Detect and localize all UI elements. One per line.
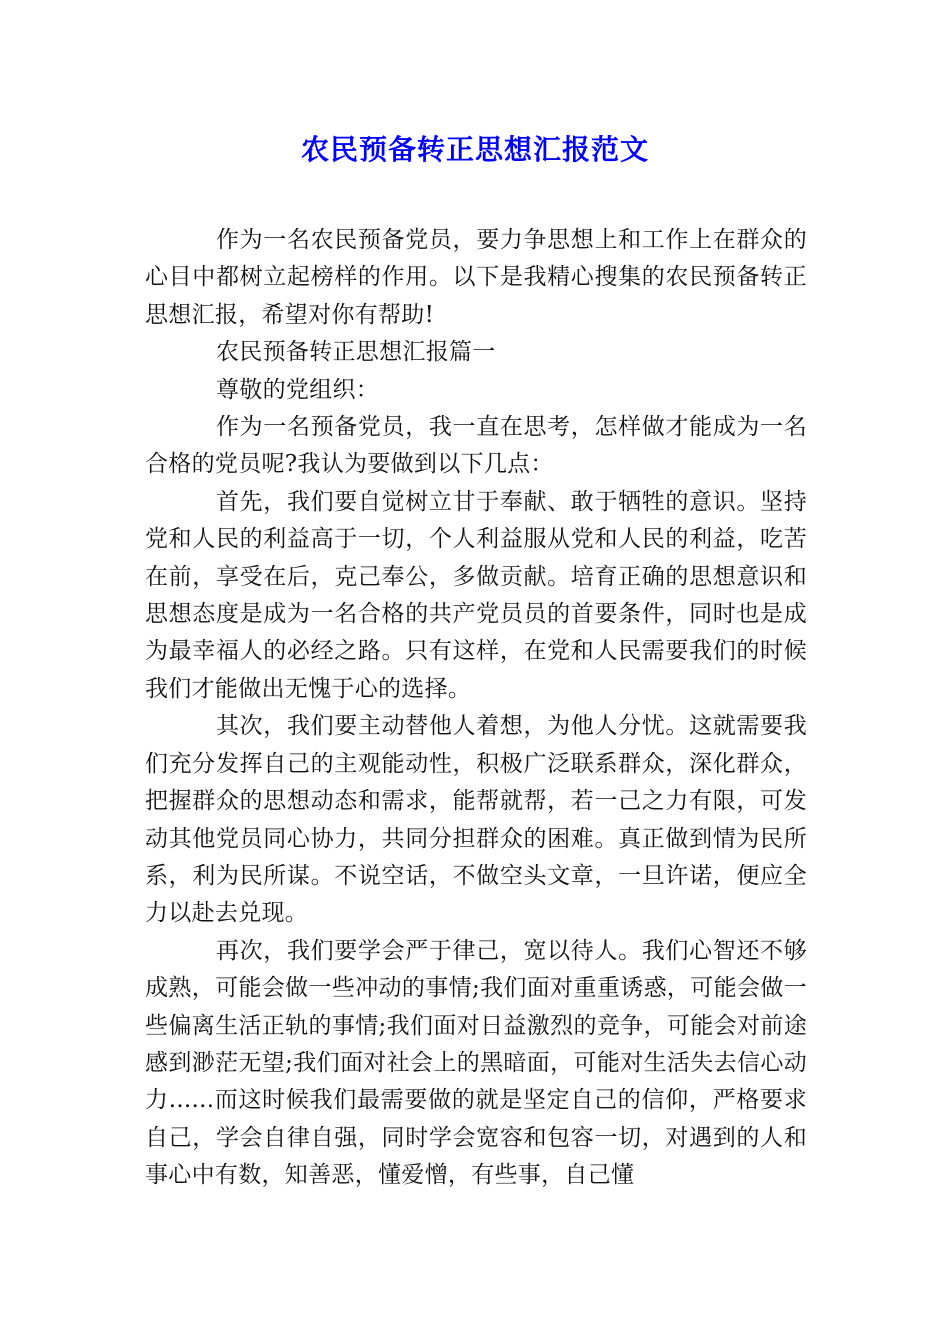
document-title: 农民预备转正思想汇报范文 [300, 133, 649, 166]
paragraph-opening: 作为一名预备党员，我一直在思考，怎样做才能成为一名合格的党员呢?我认为要做到以下几点： [145, 414, 807, 478]
paragraph-salutation: 尊敬的党组织： [216, 376, 380, 403]
paragraph-first-point: 首先，我们要自觉树立甘于奉献、敢于牺牲的意识。坚持党和人民的利益高于一切，个人利益服从党和人民的利益，吃苦在前，享受在后，克己奉公，多做贡献。培育正确的思想意识和思想态度是成为一名合格的共产党员员的首要条件，同时也是成为最幸福人的必经之路。只有这样，在党和人民需要我们的时候我们才能做出无愧于心的选择。 [145, 488, 807, 702]
paragraph-section-heading: 农民预备转正思想汇报篇一 [216, 339, 496, 366]
paragraph-third-point: 再次，我们要学会严于律己，宽以待人。我们心智还不够成熟，可能会做一些冲动的事情;我们面对重重诱惑，可能会做一些偏离生活正轨的事情;我们面对日益激烈的竞争，可能会对前途感到渺茫无望;我们面对社会上的黑暗面，可能对生活失去信心动力......而这时候我们最需要做的就是坚定自己的信仰，严格要求自己，学会自律自强，同时学会宽容和包容一切，对遇到的人和事心中有数，知善恶，懂爱憎，有些事，自己懂 [145, 937, 807, 1189]
paragraph-second-point: 其次，我们要主动替他人着想，为他人分忧。这就需要我们充分发挥自己的主观能动性，积极广泛联系群众，深化群众，把握群众的思想动态和需求，能帮就帮，若一己之力有限，可发动其他党员同心协力，共同分担群众的困难。真正做到情为民所系，利为民所谋。不说空话，不做空头文章，一旦许诺，便应全力以赴去兑现。 [145, 713, 807, 927]
document-body [145, 222, 807, 1195]
paragraph-intro: 作为一名农民预备党员，要力争思想上和工作上在群众的心目中都树立起榜样的作用。以下是我精心搜集的农民预备转正思想汇报，希望对你有帮助! [145, 227, 807, 328]
